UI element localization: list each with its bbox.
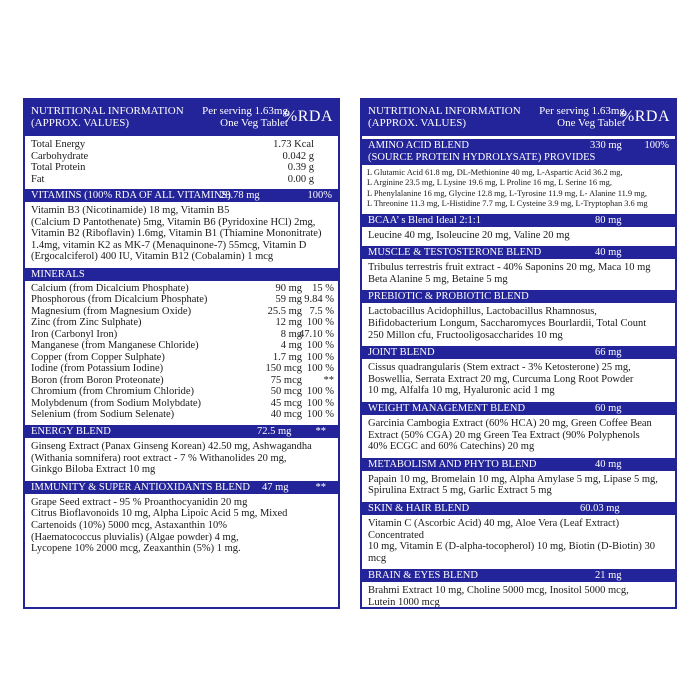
text-line: Grape Seed extract - 95 % Proanthocyanidin 20 mg [31,496,248,508]
probiotic-section-header [362,289,675,303]
mineral-rda: 100 % [306,363,334,375]
mineral-label: Zinc (from Zinc Sulphate) [31,317,142,329]
metabolism-section-header [362,457,675,471]
header-rda: %RDA [283,108,333,125]
energy-row [25,151,338,163]
header-title [368,105,521,129]
mineral-rda: 100 % [306,340,334,352]
mineral-rda: 100 % [306,409,334,421]
mineral-row [25,340,338,352]
energy-value: 0.39 g [287,162,314,173]
section-title: PREBIOTIC & PROBIOTIC BLEND [368,291,529,303]
minerals-section-header [25,267,338,281]
mineral-rda: 15 % [312,282,334,294]
energy-blend-header [25,424,338,438]
mineral-row [25,352,338,364]
text-line: (Withania somnifera) root extract - 7 % Withanolides 20 mg, [31,452,287,464]
skin-section-header [362,501,675,515]
energy-label: Carbohydrate [31,150,89,162]
text-line: L Arginine 23.5 mg, L Lysine 19.6 mg, L Proline 16 mg, L Serine 16 mg, [367,178,612,188]
header-rda: %RDA [620,108,670,125]
header-serving-line1: Per serving 1.63mg [202,105,288,117]
section-title: AMINO ACID BLEND [368,140,469,151]
section-title: BRAIN & EYES BLEND [368,570,478,582]
mineral-value: 12 mg [275,317,302,329]
section-title: MINERALS [31,268,85,280]
section-amount: 80 mg [595,214,622,226]
text-line: Brahmi Extract 10 mg, Choline 5000 mcg, Inositol 5000 mcg, [368,585,629,597]
header-serving-line2: One Veg Tablet [557,117,625,129]
text-line: Tribulus terrestris fruit extract - 40% Saponins 20 mg, Maca 10 mg [368,262,651,274]
energy-label: Total Energy [31,139,86,150]
mineral-rda: 100 % [306,397,334,409]
text-line: Vitamin C (Ascorbic Acid) 40 mg, Aloe Vera (Leaf Extract) Concentrated [368,517,620,541]
mineral-label: Iodine (from Potassium Iodine) [31,363,164,375]
text-line: Leucine 40 mg, Isoleucine 20 mg, Valine 20 mg [368,229,570,241]
text-line: Citrus Bioflavonoids 10 mg, Alpha Lipoic Acid 5 mg, Mixed [31,508,288,520]
right-sections [362,136,675,609]
mineral-rda: 7.5 % [309,305,334,317]
text-line: Boswellia, Serrata Extract 20 mg, Curcuma Long Root Powder [368,373,634,385]
mineral-label: Iron (Carbonyl Iron) [31,328,118,340]
mineral-row [25,398,338,410]
section-amount: 28.78 mg [220,190,260,201]
energy-value: 0.00 g [287,173,314,185]
text-line: Extract (50% CGA) 20 mg Green Tea Extract (90% Polyphenols [368,429,640,441]
section-amount: 66 mg [595,347,622,359]
text-line: L Glutamic Acid 61.8 mg, DL-Methionine 40 mg, L-Aspartic Acid 36.2 mg, [367,168,623,177]
header-title-line2: (APPROX. VALUES) [368,117,467,129]
brain-section-header [362,568,675,582]
muscle-section-header [362,245,675,259]
weight-text [362,415,675,456]
section-amount: 72.5 mg [257,425,292,437]
amino-text [362,165,675,212]
brain-text [362,582,675,609]
section-amount: 21 mg [595,570,622,582]
text-line: 10 mg, Alfalfa 10 mg, Hyaluronic acid 1 mg [368,385,555,397]
mineral-rda: 100 % [306,386,334,398]
section-title: IMMUNITY & SUPER ANTIOXIDANTS BLEND [31,481,250,493]
section-title: SKIN & HAIR BLEND [368,502,470,514]
mineral-rda: 100 % [306,351,334,363]
text-line: Garcinia Cambogia Extract (60% HCA) 20 mg, Green Coffee Bean [368,417,652,429]
text-line: Beta Alanine 5 mg, Betaine 5 mg [368,273,508,285]
text-line: (Ergocalciferol) 400 IU, Vitamin B12 (Cobalamin) 1 mcg [31,251,274,263]
mineral-value: 45 mcg [270,397,302,409]
section-title: ENERGY BLEND [31,425,111,437]
mineral-row [25,306,338,318]
text-line: Lactobacillus Acidophillus, Lactobacillus Rhamnosus, [368,306,597,318]
header-serving-line2: One Veg Tablet [220,117,288,129]
probiotic-text [362,303,675,344]
section-title: VITAMINS (100% RDA OF ALL VITAMINS) [31,190,231,201]
mineral-value: 8 mg [280,328,302,340]
right-nutrition-panel [360,98,677,609]
mineral-rda: ** [323,374,334,386]
text-line: Lutein 1000 mcg [368,596,440,608]
section-title: BCAA’ s Blend Ideal 2:1:1 [368,214,481,226]
text-line: Cartenoids (10%) 5000 mcg, Astaxanthin 10% [31,519,227,531]
section-pct: ** [315,425,326,437]
header-title-line2: (APPROX. VALUES) [31,117,130,129]
text-line: L Phenylalanine 16 mg, Glycine 12.8 mg, L-Tyrosine 11.9 mg, L- Alanine 11.9 mg, [367,188,647,198]
text-line: Papain 10 mg, Bromelain 10 mg, Alpha Amylase 5 mg, Lipase 5 mg, [368,473,658,485]
section-title: METABOLISM AND PHYTO BLEND [368,458,537,470]
section-amount: 60.03 mg [580,502,620,514]
energy-value: 0.042 g [282,150,314,162]
joint-section-header [362,345,675,359]
energy-rows [25,136,338,187]
mineral-row [25,329,338,341]
text-line: 1.4mg, vitamin K2 as MK-7 (Menaquinone-7) 55mcg, Vitamin D [31,239,307,251]
header-title [31,105,184,129]
text-line: Vitamin B2 (Riboflavin) 1.6mg, Vitamin B1 (Thiamine Mononitrate) [31,228,322,240]
left-nutrition-panel [23,98,340,609]
section-title: WEIGHT MANAGEMENT BLEND [368,402,526,414]
mineral-row [25,375,338,387]
text-line: Spirulina Extract 5 mg, Garlic Extract 5 mg [368,485,552,497]
header-title-line1: NUTRITIONAL INFORMATION [31,105,184,117]
section-amount: 40 mg [595,247,622,259]
mineral-label: Manganese (from Manganese Chloride) [31,340,199,352]
section-pct: 100% [644,140,669,151]
energy-value: 1.73 Kcal [273,139,314,150]
immunity-blend-header [25,480,338,494]
vitamins-text [25,202,338,266]
text-line: 250 Millon cfu, Fructooligosaccharides 10 mg [368,329,563,341]
mineral-row [25,386,338,398]
section-pct: 100% [307,190,332,201]
section-amount: 47 mg [262,481,289,493]
text-line: Ginkgo Biloba Extract 10 mg [31,464,156,476]
mineral-rda: 100 % [306,317,334,329]
muscle-text [362,259,675,288]
mineral-value: 40 mcg [270,409,302,421]
left-panel-header [25,100,338,136]
mineral-label: Molybdenum (from Sodium Molybdate) [31,397,202,409]
text-line: Bifidobacterium Longum, Saccharomyces Bourlardii, Total Count [368,318,647,329]
mineral-label: Selenium (from Sodium Selenate) [31,409,175,421]
mineral-row [25,409,338,421]
text-line: (Calcium D Pantothenate) 5mg, Vitamin B6 (Pyridoxine HCl) 2mg, [31,216,316,228]
joint-text [362,359,675,400]
skin-text [362,515,675,567]
mineral-value: 75 mcg [270,374,302,386]
mineral-rda: 47.10 % [299,328,334,340]
mineral-rows [25,281,338,423]
mineral-label: Calcium (from Dicalcium Phosphate) [31,282,189,294]
metabolism-text [362,471,675,500]
mineral-value: 59 mg [275,294,302,306]
vitamins-section-header [25,188,338,202]
mineral-value: 4 mg [280,340,302,352]
text-line: 10 mg, Vitamin E (D-alpha-tocopherol) 10 mg, Biotin (D-Biotin) 30 mcg [368,541,656,564]
mineral-value: 90 mg [275,282,302,294]
section-subtitle: (SOURCE PROTEIN HYDROLYSATE) PROVIDES [368,152,596,163]
mineral-label: Chromium (from Chromium Chloride) [31,386,195,398]
energy-row [25,139,338,151]
mineral-value: 150 mcg [265,363,302,375]
section-amount: 40 mg [595,458,622,470]
mineral-rda: 9.84 % [304,294,334,306]
text-line: Cissus quadrangularis (Stem extract - 3% Ketosterone) 25 mg, [368,362,631,374]
bcaa-section-header [362,213,675,227]
mineral-row [25,283,338,295]
header-serving [202,105,288,129]
header-serving-line1: Per serving 1.63mg [539,105,625,117]
immunity-blend-text [25,494,338,558]
mineral-label: Phosphorous (from Dicalcium Phosphate) [31,294,208,306]
section-amount: 330 mg [590,140,622,151]
energy-label: Total Protein [31,162,86,173]
mineral-row [25,317,338,329]
energy-label: Fat [31,173,45,185]
mineral-row [25,294,338,306]
header-serving [539,105,625,129]
header-title-line1: NUTRITIONAL INFORMATION [368,105,521,117]
mineral-value: 25.5 mg [267,305,302,317]
text-line: (Haematococcus pluvialis) (Algae powder) 4 mg, [31,531,239,543]
mineral-value: 50 mcg [270,386,302,398]
text-line: Vitamin B3 (Nicotinamide) 18 mg, Vitamin B5 [31,205,230,216]
mineral-value: 1.7 mg [272,351,302,363]
mineral-label: Copper (from Copper Sulphate) [31,351,165,363]
text-line: Lycopene 10% 2000 mcg, Zeaxanthin (5%) 1 mg. [31,543,241,555]
right-panel-header [362,100,675,136]
section-amount: 60 mg [595,402,622,414]
section-title: MUSCLE & TESTOSTERONE BLEND [368,247,542,259]
text-line: Ginseng Extract (Panax Ginseng Korean) 42.50 mg, Ashwagandha [31,440,312,452]
mineral-row [25,363,338,375]
energy-row [25,174,338,186]
energy-blend-text [25,438,338,479]
energy-row [25,162,338,174]
mineral-label: Magnesium (from Magnesium Oxide) [31,305,192,317]
section-pct: ** [315,481,326,493]
weight-section-header [362,401,675,415]
text-line: L Threonine 11.3 mg, L-Histidine 7.7 mg, L Cysteine 3.9 mg, L-Tryptophan 3.6 mg [367,199,648,209]
mineral-label: Boron (from Boron Proteonate) [31,374,164,386]
section-title: JOINT BLEND [368,347,435,359]
bcaa-text [362,227,675,245]
text-line: 40% ECGC and 60% Catechins) 20 mg [368,441,535,453]
amino-section-header [362,138,675,165]
